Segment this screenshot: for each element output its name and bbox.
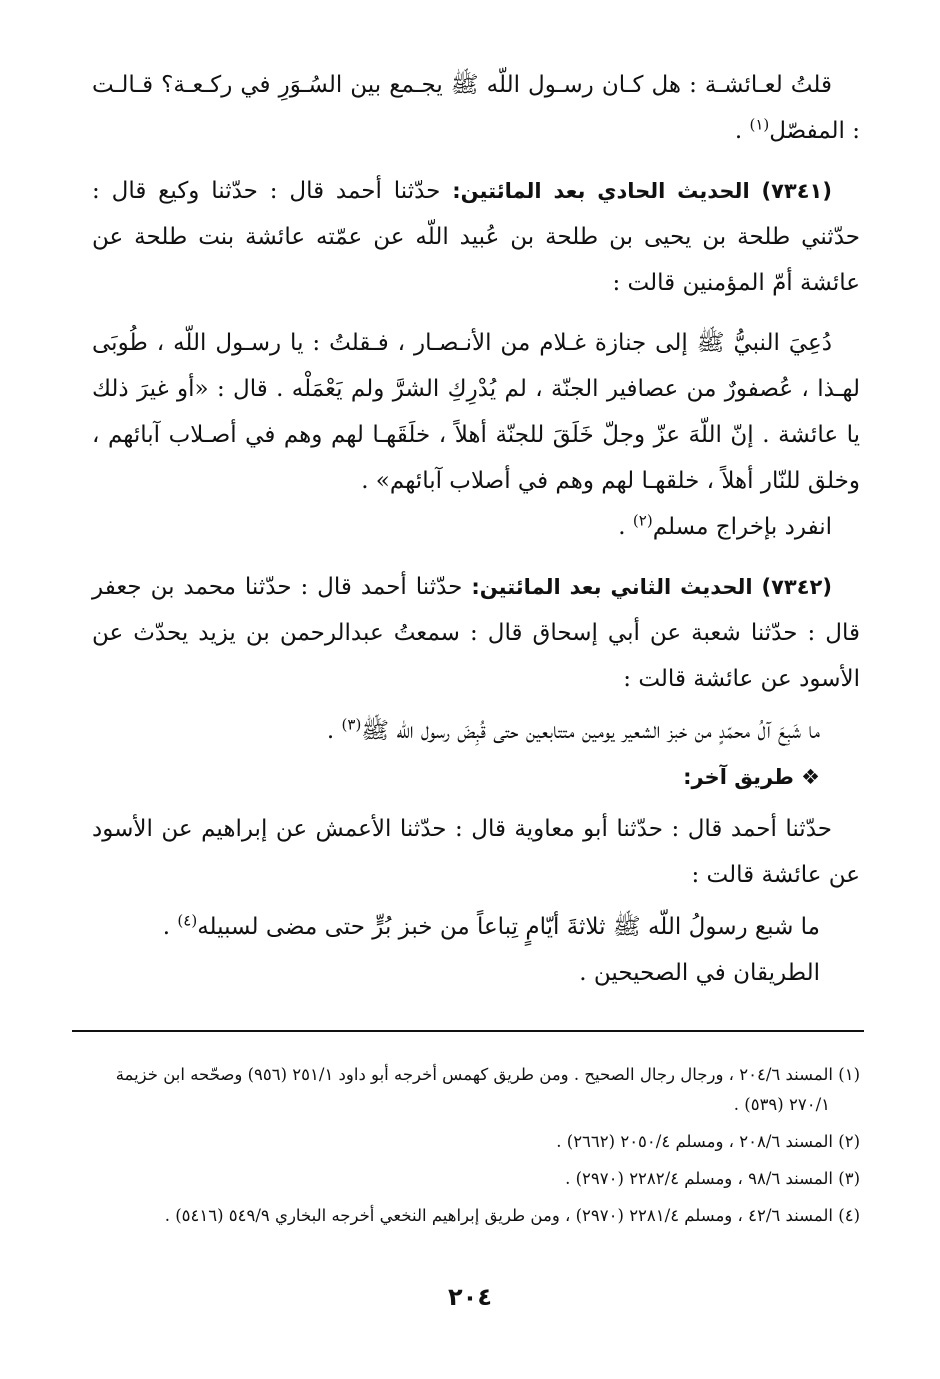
footnote-divider [72,1030,864,1032]
isnad-other-route [92,806,860,898]
footnote-ref: (٣) [341,715,362,734]
paragraph-end: . [734,118,750,144]
footnote-ref: (٤) [177,911,198,930]
paragraph-takhrij [92,504,860,550]
matn-text: دُعِيَ النبيُّ ﷺ إلى جنازة غـلام من الأنـصـار ، فـقلتُ : يا رسـول اللّه ، طُوبَى لهـذا ، عُصفورٌ من عصافير الجنّة ، لم يُدْرِكِ الشرَّ ولم يَعْمَلْه . قال : «أو غيرَ ذلك يا عائشة . إنّ اللّهَ عزّ وجلّ خَلَقَ للجنّة أهلاً ، خلَقَهـا لهم وهم في أصـلاب آبائهم ، وخلق للنّار أهلاً ، خلقهـا لهم وهم في أصلاب آبائهم» . [92,330,860,494]
paragraph-text: انفرد بإخراج مسلم [652,514,832,540]
paragraph-conclusion: الطريقان في الصحيحين . [579,960,820,986]
page-number: ٢٠٤ [448,1283,492,1311]
paragraph-question [92,62,860,154]
footnote-ref: (١) [749,115,770,134]
footnote-2: (٢) المسند ٢٠٨/٦ ، ومسلم ٢٠٥٠/٤ (٢٦٦٢) . [556,1132,860,1151]
hadith-heading: (٧٣٤١) الحديث الحادي بعد المائتين: [452,179,832,203]
main-text [92,62,860,996]
paragraph-end: . [618,514,633,540]
matn-other-route [92,904,860,950]
isnad-text: حدّثنا أحمد قال : حدّثنا أبو معاوية قال : حدّثنا الأعمش عن إبراهيم عن الأسود عن عائشة قالت : [92,816,860,888]
hadith-7341 [92,168,860,306]
hadith-7342 [92,564,860,702]
footnote-ref: (٢) [632,511,653,530]
footnote-4: (٤) المسند ٤٢/٦ ، ومسلم ٢٢٨١/٤ (٢٩٧٠) ، ومن طريق إبراهيم النخعي أخرجه البخاري ٥٤٩/٩ (٥٤١٦) . [164,1206,860,1225]
paragraph-end: . [162,914,178,940]
matn-text: ما شبع رسولُ اللّه ﷺ ثلاثةَ أيّامٍ تِباعاً من خبز بُرٍّ حتى مضى لسبيله [197,914,820,940]
hadith-matn-7342 [92,708,860,754]
paragraph-text: قلتُ لعـائشـة : هل كـان رسـول اللّه ﷺ يجـمع بين السُـوَرِ في ركـعـة؟ قـالـت : المفصّل [92,72,860,144]
footnote-1: (١) المسند ٢٠٤/٦ ، ورجال رجال الصحيح . ومن طريق كهمس أخرجه أبو داود ٢٥١/١ (٩٥٦) وصحّحه ابن خزيمة ٢٧٠/١ (٥٣٩) . [115,1065,860,1114]
paragraph-end: . [326,718,342,744]
footnote-3: (٣) المسند ٩٨/٦ ، ومسلم ٢٢٨٢/٤ (٢٩٧٠) . [565,1169,860,1188]
section-subheading: ❖ طريق آخر: [683,765,820,789]
hadith-heading: (٧٣٤٢) الحديث الثاني بعد المائتين: [471,575,832,599]
footnotes-section [92,1060,860,1238]
matn-text: ما شَبِعَ آلُ محمّدٍ من خبز الشعير يومين متتابعين حتى قُبِضَ رسول اللّه ﷺ [361,718,820,744]
hadith-matn-7341 [92,320,860,504]
isnad-text: حدّثنا أحمد قال : حدّثنا وكيع قال : حدّثني طلحة بن يحيى بن طلحة بن عُبيد اللّه عن عمّته عائشة بنت طلحة عن عائشة أمّ المؤمنين قالت : [92,178,860,296]
isnad-text: حدّثنا أحمد قال : حدّثنا محمد بن جعفر قال : حدّثنا شعبة عن أبي إسحاق قال : سمعتُ عبدالرحمن بن يزيد يحدّث عن الأسود عن عائشة قالت : [92,574,861,692]
